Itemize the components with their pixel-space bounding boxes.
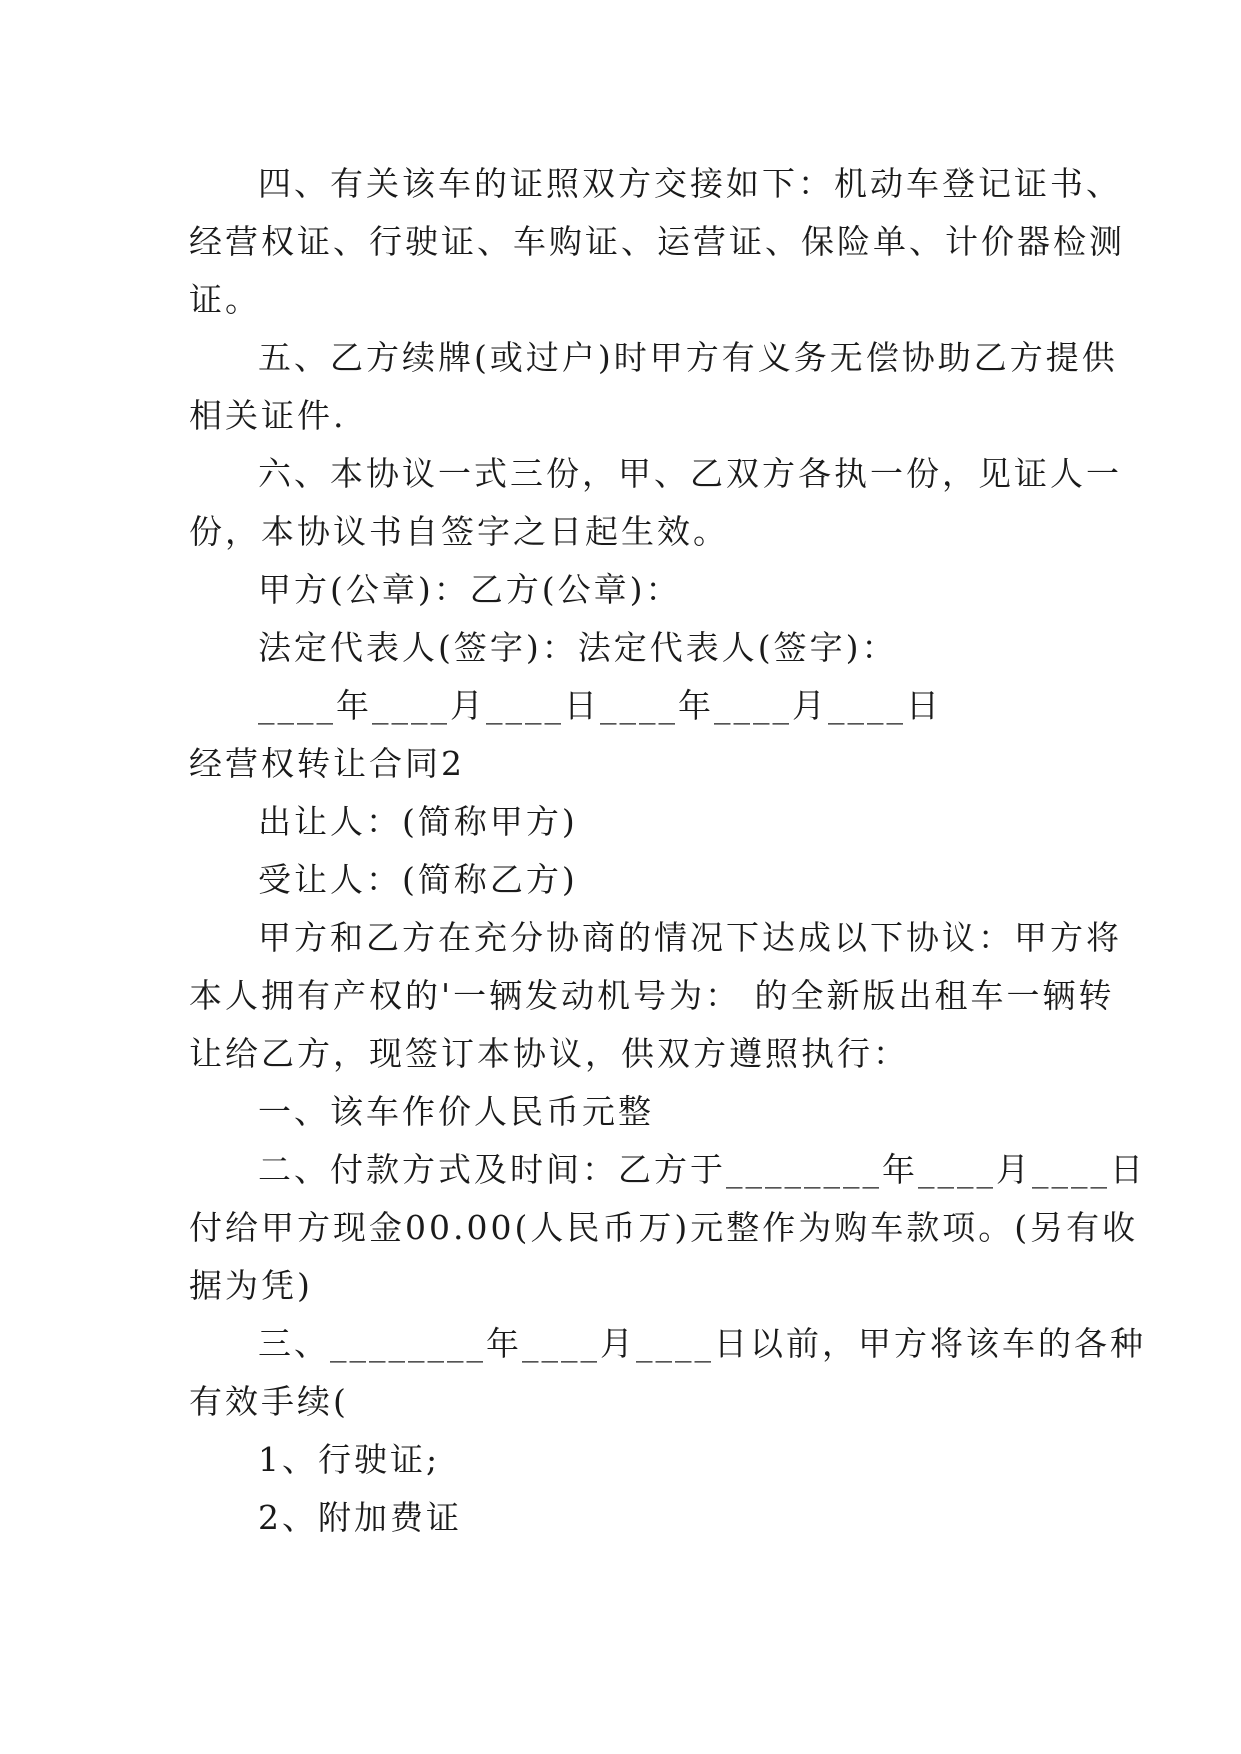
text-line: 甲方和乙方在充分协商的情况下达成以下协议：甲方将 bbox=[258, 918, 1122, 957]
text-line: 四、有关该车的证照双方交接如下：机动车登记证书、 bbox=[258, 164, 1122, 203]
section-heading: 经营权转让合同2 bbox=[189, 744, 465, 783]
text-line: 五、乙方续牌(或过户)时甲方有义务无偿协助乙方提供 bbox=[258, 338, 1118, 377]
text-line: 1、行驶证; bbox=[258, 1440, 441, 1479]
text-line: 让给乙方，现签订本协议，供双方遵照执行： bbox=[189, 1034, 909, 1073]
text-line: 一、该车作价人民币元整 bbox=[258, 1092, 654, 1131]
text-line: 六、本协议一式三份，甲、乙双方各执一份，见证人一 bbox=[258, 454, 1122, 493]
text-line: 证。 bbox=[189, 280, 261, 319]
text-line: 二、付款方式及时间：乙方于________年____月____日 bbox=[258, 1150, 1146, 1189]
text-line: 受让人：(简称乙方) bbox=[258, 860, 578, 899]
text-line: 甲方(公章)：乙方(公章)： bbox=[258, 570, 682, 609]
text-line: 三、________年____月____日以前，甲方将该车的各种 bbox=[258, 1324, 1146, 1363]
text-line: 本人拥有产权的'一辆发动机号为： 的全新版出租车一辆转 bbox=[189, 976, 1115, 1015]
text-line: 出让人：(简称甲方) bbox=[258, 802, 578, 841]
text-line: 有效手续( bbox=[189, 1382, 349, 1421]
text-line: 2、附加费证 bbox=[258, 1498, 462, 1537]
text-line: ____年____月____日____年____月____日 bbox=[258, 686, 942, 725]
text-line: 法定代表人(签字)：法定代表人(签字)： bbox=[258, 628, 898, 667]
text-line: 经营权证、行驶证、车购证、运营证、保险单、计价器检测 bbox=[189, 222, 1125, 261]
text-line: 份，本协议书自签字之日起生效。 bbox=[189, 512, 729, 551]
text-line: 据为凭) bbox=[189, 1266, 313, 1305]
text-line: 付给甲方现金00.00(人民币万)元整作为购车款项。(另有收 bbox=[189, 1208, 1139, 1247]
text-line: 相关证件. bbox=[189, 396, 347, 435]
